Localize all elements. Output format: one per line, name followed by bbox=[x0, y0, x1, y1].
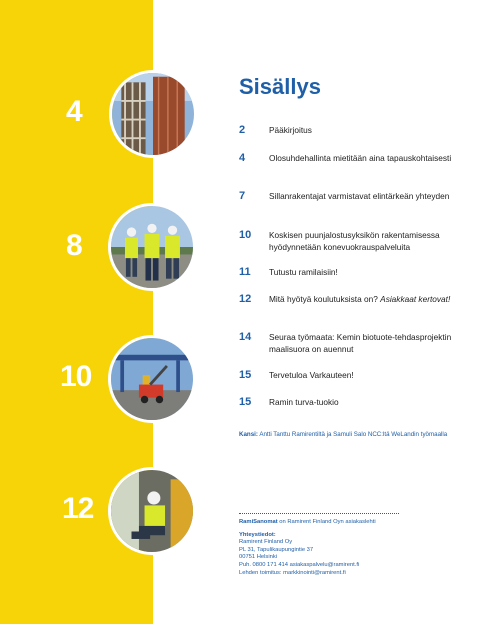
side-page-number-10: 10 bbox=[60, 360, 92, 393]
photo-lift-machine bbox=[108, 335, 196, 423]
photo-operator-cab bbox=[108, 467, 196, 555]
cover-label: Kansi: bbox=[239, 431, 258, 438]
cover-text: Antti Tanttu Ramirentiltä ja Samuli Salo NCC:ltä WeLandin työmaalla bbox=[259, 431, 448, 438]
contacts-label: Yhteystiedot: bbox=[239, 531, 276, 538]
magazine-name: RamiSanomat bbox=[239, 519, 278, 525]
toc-title: Koskisen puunjalostusyksikön rakentamisessa hyödynnetään konevuokrauspalveluita bbox=[269, 230, 440, 252]
toc-page-number: 15 bbox=[239, 369, 252, 381]
toc-page-number: 2 bbox=[239, 124, 246, 136]
cover-caption bbox=[239, 430, 449, 439]
photo-workers-group bbox=[108, 203, 196, 291]
toc-title: Tervetuloa Varkauteen! bbox=[269, 370, 354, 380]
toc-title: Pääkirjoitus bbox=[269, 125, 312, 135]
side-page-number-12: 12 bbox=[62, 492, 94, 525]
editorial-email-line[interactable]: Lehden toimitus: markkinointi@ramirent.fi bbox=[239, 569, 346, 576]
side-page-number-8: 8 bbox=[66, 229, 82, 262]
phone-email-line[interactable]: Puh. 0800 171 414 asiakaspalvelu@ramirent.fi bbox=[239, 561, 360, 568]
postal-line: 00751 Helsinki bbox=[239, 554, 278, 561]
toc-title: Ramin turva-tuokio bbox=[269, 397, 339, 407]
magazine-description: on Ramirent Finland Oyn asiakaslehti bbox=[279, 519, 376, 525]
photo-building-frame bbox=[109, 70, 197, 158]
address-line: PL 31, Tapulikaupungintie 37 bbox=[239, 546, 314, 553]
toc-title: Seuraa työmaata: Kemin biotuote-tehdasprojektin maalisuora on auennut bbox=[269, 332, 452, 354]
company-name: Ramirent Finland Oy bbox=[239, 539, 293, 546]
toc-page-number: 12 bbox=[239, 293, 252, 305]
toc-title: Sillanrakentajat varmistavat elintärkeän yhteyden bbox=[269, 191, 450, 201]
toc-page-number: 4 bbox=[239, 152, 246, 164]
toc-page-number: 14 bbox=[239, 331, 252, 343]
page-title: Sisällys bbox=[239, 74, 321, 99]
toc-title: Tutustu ramilaisiin! bbox=[269, 267, 338, 277]
divider bbox=[239, 513, 399, 514]
toc-page-number: 7 bbox=[239, 190, 246, 202]
toc-title: Olosuhdehallinta mietitään aina tapauskohtaisesti bbox=[269, 153, 452, 163]
toc-page-number: 15 bbox=[239, 396, 252, 408]
toc-title-italic: Asiakkaat kertovat! bbox=[380, 294, 451, 304]
imprint-block bbox=[239, 519, 449, 577]
toc-title: Mitä hyötyä koulutuksista on? Asiakkaat kertovat! bbox=[269, 294, 451, 304]
side-page-number-4: 4 bbox=[66, 95, 82, 128]
toc-page-number: 11 bbox=[239, 266, 251, 278]
toc-page-number: 10 bbox=[239, 229, 252, 241]
